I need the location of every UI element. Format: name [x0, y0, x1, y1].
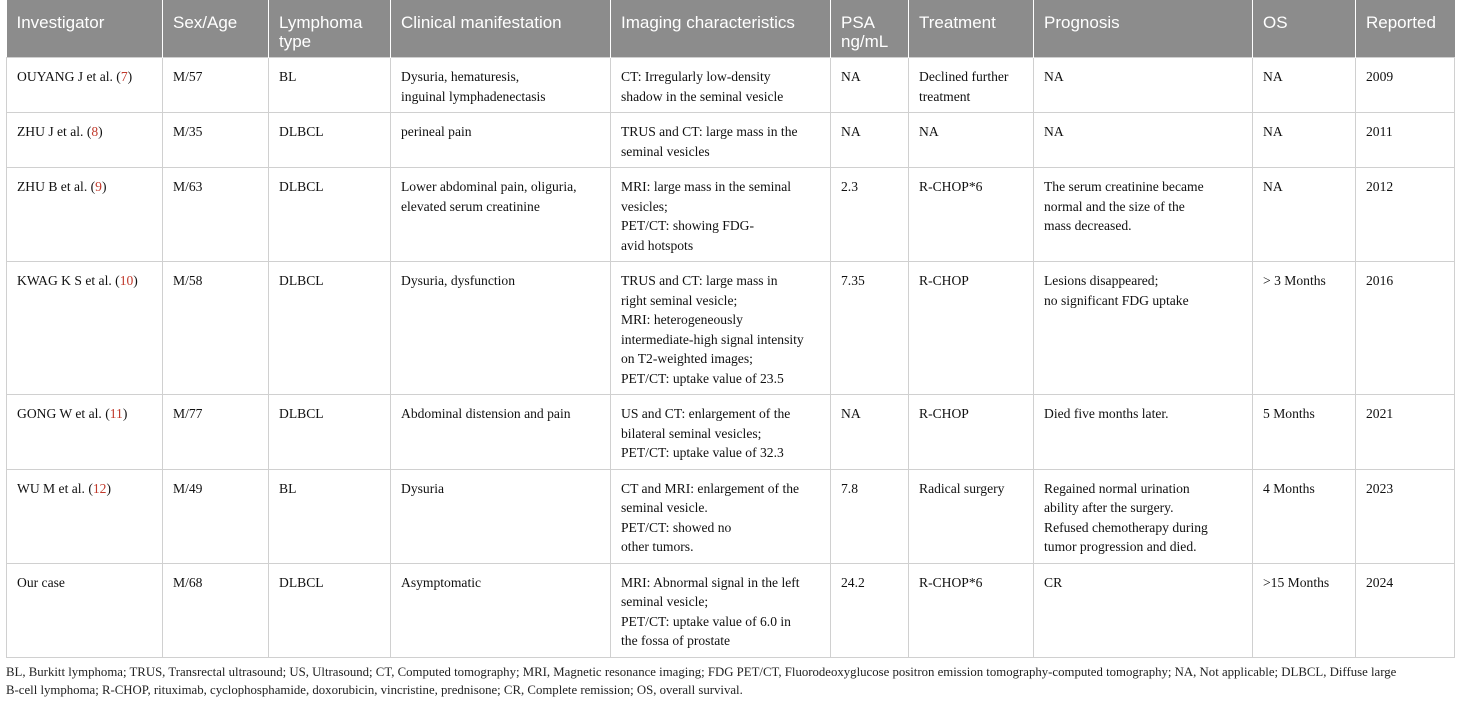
investigator-close: ) [133, 273, 138, 288]
clinical-line: Abdominal distension and pain [401, 406, 571, 421]
footnote-line-1: BL, Burkitt lymphoma; TRUS, Transrectal ultrasound; US, Ultrasound; CT, Computed tomography; MRI, Magnetic resonance imaging; FDG PET/CT, Fluorodeoxyglucose positron emission tomography-computed tomography; NA, Not applicable; DLBCL, Diffuse large [6, 664, 1397, 679]
cell-investigator [7, 469, 163, 563]
cell-treatment [909, 563, 1034, 657]
treatment-line: R-CHOP*6 [919, 179, 983, 194]
cell-os: >15 Months [1253, 563, 1356, 657]
reference-link[interactable]: 12 [92, 480, 107, 496]
cell-clinical-manifestation [391, 563, 611, 657]
imaging-line: shadow in the seminal vesicle [621, 88, 784, 104]
investigator-name: ZHU B et al. ( [17, 179, 96, 194]
document [6, 0, 1454, 699]
imaging-line: seminal vesicle; [621, 594, 709, 609]
cell-os: > 3 Months [1253, 262, 1356, 395]
cell-lymphoma-type: BL [269, 58, 391, 113]
prognosis-line: Died five months later. [1044, 406, 1169, 421]
treatment-line: NA [919, 124, 939, 139]
prognosis-line: Lesions disappeared; [1044, 273, 1159, 288]
cell-reported: 2021 [1356, 395, 1455, 470]
cell-sex-age: M/63 [163, 168, 269, 262]
header-psa-line-1: PSA [841, 13, 876, 32]
cell-imaging-characteristics [611, 469, 831, 563]
imaging-line: PET/CT: showed no [621, 519, 732, 535]
header-os: OS [1253, 0, 1356, 58]
cell-investigator [7, 58, 163, 113]
cell-investigator [7, 395, 163, 470]
cell-sex-age: M/77 [163, 395, 269, 470]
footnote-line-2: B-cell lymphoma; R-CHOP, rituximab, cyclophosphamide, doxorubicin, vincristine, prednisone; CR, Complete remission; OS, overall survival. [6, 682, 743, 697]
cell-investigator [7, 168, 163, 262]
investigator-name: GONG W et al. ( [17, 406, 110, 421]
prognosis-line: Refused chemotherapy during [1044, 519, 1208, 535]
cell-imaging-characteristics [611, 395, 831, 470]
cell-psa: 2.3 [831, 168, 909, 262]
header-lymphoma-type [269, 0, 391, 58]
cell-reported: 2023 [1356, 469, 1455, 563]
table-row-4 [7, 262, 1455, 395]
imaging-line: PET/CT: uptake value of 32.3 [621, 445, 784, 460]
reference-link[interactable]: 9 [95, 179, 102, 194]
cell-treatment [909, 395, 1034, 470]
investigator-close: ) [122, 406, 128, 421]
cell-imaging-characteristics [611, 58, 831, 113]
cell-os: NA [1253, 168, 1356, 262]
cell-lymphoma-type: DLBCL [269, 113, 391, 168]
table-row-5 [7, 395, 1455, 470]
treatment-line: treatment [919, 88, 971, 104]
investigator-name: ZHU J et al. ( [17, 124, 92, 139]
investigator-name: Our case [17, 574, 65, 590]
table-row-7 [7, 563, 1455, 657]
imaging-line: the fossa of prostate [621, 633, 731, 648]
imaging-line: CT and MRI: enlargement of the [621, 480, 800, 496]
table-row-2 [7, 113, 1455, 168]
table-row-1 [7, 58, 1455, 113]
imaging-line: MRI: large mass in the seminal [621, 179, 792, 194]
header-row [7, 0, 1455, 58]
cell-prognosis [1034, 58, 1253, 113]
imaging-line: other tumors. [621, 539, 694, 554]
cell-clinical-manifestation [391, 262, 611, 395]
cell-sex-age: M/49 [163, 469, 269, 563]
cell-lymphoma-type: DLBCL [269, 168, 391, 262]
reference-link[interactable]: 7 [120, 69, 128, 84]
cell-treatment [909, 58, 1034, 113]
cell-sex-age: M/58 [163, 262, 269, 395]
cell-clinical-manifestation [391, 168, 611, 262]
imaging-line: US and CT: enlargement of the [621, 406, 791, 421]
treatment-line: R-CHOP [919, 406, 969, 421]
header-lymphoma-line-1: Lymphoma [279, 13, 363, 32]
cell-psa: NA [831, 113, 909, 168]
treatment-line: Radical surgery [919, 480, 1005, 496]
table-footnote [6, 663, 1454, 699]
clinical-line: Dysuria [401, 480, 445, 496]
cell-treatment [909, 113, 1034, 168]
case-comparison-table [6, 0, 1455, 658]
cell-treatment [909, 262, 1034, 395]
prognosis-line: NA [1044, 124, 1064, 139]
prognosis-line: normal and the size of the [1044, 198, 1185, 214]
header-psa-line-2: ng/mL [841, 32, 889, 51]
cell-sex-age: M/68 [163, 563, 269, 657]
cell-sex-age: M/35 [163, 113, 269, 168]
cell-prognosis [1034, 469, 1253, 563]
clinical-line: inguinal lymphadenectasis [401, 88, 546, 104]
header-reported: Reported [1356, 0, 1455, 58]
header-imaging-characteristics: Imaging characteristics [611, 0, 831, 58]
imaging-line: right seminal vesicle; [621, 292, 738, 308]
cell-investigator [7, 113, 163, 168]
imaging-line: seminal vesicle. [621, 500, 708, 515]
imaging-line: intermediate-high signal intensity [621, 331, 804, 347]
imaging-line: seminal vesicles [621, 143, 710, 159]
cell-imaging-characteristics [611, 563, 831, 657]
cell-investigator [7, 563, 163, 657]
cell-os: 4 Months [1253, 469, 1356, 563]
clinical-line: perineal pain [401, 124, 472, 139]
clinical-line: elevated serum creatinine [401, 198, 540, 214]
cell-reported: 2016 [1356, 262, 1455, 395]
prognosis-line: no significant FDG uptake [1044, 292, 1189, 308]
header-prognosis: Prognosis [1034, 0, 1253, 58]
investigator-name: OUYANG J et al. ( [17, 69, 121, 84]
imaging-line: MRI: heterogeneously [621, 312, 743, 327]
imaging-line: PET/CT: showing FDG- [621, 218, 755, 233]
cell-os: NA [1253, 58, 1356, 113]
cell-os: 5 Months [1253, 395, 1356, 470]
reference-link[interactable]: 10 [119, 273, 134, 288]
cell-investigator [7, 262, 163, 395]
reference-link[interactable]: 11 [109, 406, 123, 421]
cell-prognosis [1034, 563, 1253, 657]
cell-psa: 7.35 [831, 262, 909, 395]
cell-prognosis [1034, 168, 1253, 262]
investigator-close: ) [127, 69, 133, 84]
prognosis-line: ability after the surgery. [1044, 500, 1174, 515]
cell-clinical-manifestation [391, 469, 611, 563]
imaging-line: avid hotspots [621, 237, 694, 253]
cell-psa: NA [831, 58, 909, 113]
cell-imaging-characteristics [611, 113, 831, 168]
cell-treatment [909, 168, 1034, 262]
cell-clinical-manifestation [391, 395, 611, 470]
cell-clinical-manifestation [391, 58, 611, 113]
cell-clinical-manifestation [391, 113, 611, 168]
cell-prognosis [1034, 395, 1253, 470]
clinical-line: Dysuria, dysfunction [401, 273, 516, 288]
cell-lymphoma-type: DLBCL [269, 395, 391, 470]
imaging-line: TRUS and CT: large mass in the [621, 124, 798, 139]
imaging-line: MRI: Abnormal signal in the left [621, 574, 800, 590]
cell-reported: 2011 [1356, 113, 1455, 168]
reference-link[interactable]: 8 [91, 124, 99, 139]
investigator-close: ) [101, 179, 107, 194]
prognosis-line: The serum creatinine became [1044, 179, 1204, 194]
table-row-6 [7, 469, 1455, 563]
investigator-close: ) [106, 480, 111, 496]
imaging-line: CT: Irregularly low-density [621, 69, 771, 84]
table-row-3 [7, 168, 1455, 262]
cell-reported: 2024 [1356, 563, 1455, 657]
cell-psa: 24.2 [831, 563, 909, 657]
cell-prognosis [1034, 113, 1253, 168]
cell-psa: NA [831, 395, 909, 470]
imaging-line: vesicles; [621, 198, 668, 214]
imaging-line: PET/CT: uptake value of 6.0 in [621, 613, 791, 629]
cell-psa: 7.8 [831, 469, 909, 563]
header-treatment: Treatment [909, 0, 1034, 58]
clinical-line: Dysuria, hematuresis, [401, 69, 520, 84]
header-investigator: Investigator [7, 0, 163, 58]
header-lymphoma-line-2: type [279, 32, 312, 51]
cell-lymphoma-type: DLBCL [269, 563, 391, 657]
clinical-line: Lower abdominal pain, oliguria, [401, 179, 577, 194]
prognosis-line: Regained normal urination [1044, 480, 1190, 496]
header-clinical-manifestation: Clinical manifestation [391, 0, 611, 58]
investigator-name: WU M et al. ( [17, 480, 93, 496]
treatment-line: R-CHOP*6 [919, 574, 983, 590]
cell-treatment [909, 469, 1034, 563]
prognosis-line: NA [1044, 69, 1064, 84]
treatment-line: R-CHOP [919, 273, 969, 288]
table-body [7, 58, 1455, 658]
treatment-line: Declined further [919, 69, 1009, 84]
prognosis-line: mass decreased. [1044, 218, 1132, 233]
cell-lymphoma-type: DLBCL [269, 262, 391, 395]
prognosis-line: tumor progression and died. [1044, 539, 1197, 554]
imaging-line: TRUS and CT: large mass in [621, 273, 778, 288]
cell-reported: 2012 [1356, 168, 1455, 262]
header-psa [831, 0, 909, 58]
cell-imaging-characteristics [611, 262, 831, 395]
cell-reported: 2009 [1356, 58, 1455, 113]
header-sex-age: Sex/Age [163, 0, 269, 58]
clinical-line: Asymptomatic [401, 574, 482, 590]
investigator-name: KWAG K S et al. ( [17, 273, 120, 288]
investigator-close: ) [98, 124, 103, 139]
imaging-line: PET/CT: uptake value of 23.5 [621, 370, 784, 386]
cell-lymphoma-type: BL [269, 469, 391, 563]
cell-imaging-characteristics [611, 168, 831, 262]
prognosis-line: CR [1044, 574, 1063, 590]
cell-os: NA [1253, 113, 1356, 168]
cell-sex-age: M/57 [163, 58, 269, 113]
cell-prognosis [1034, 262, 1253, 395]
imaging-line: on T2-weighted images; [621, 351, 753, 366]
imaging-line: bilateral seminal vesicles; [621, 425, 762, 441]
